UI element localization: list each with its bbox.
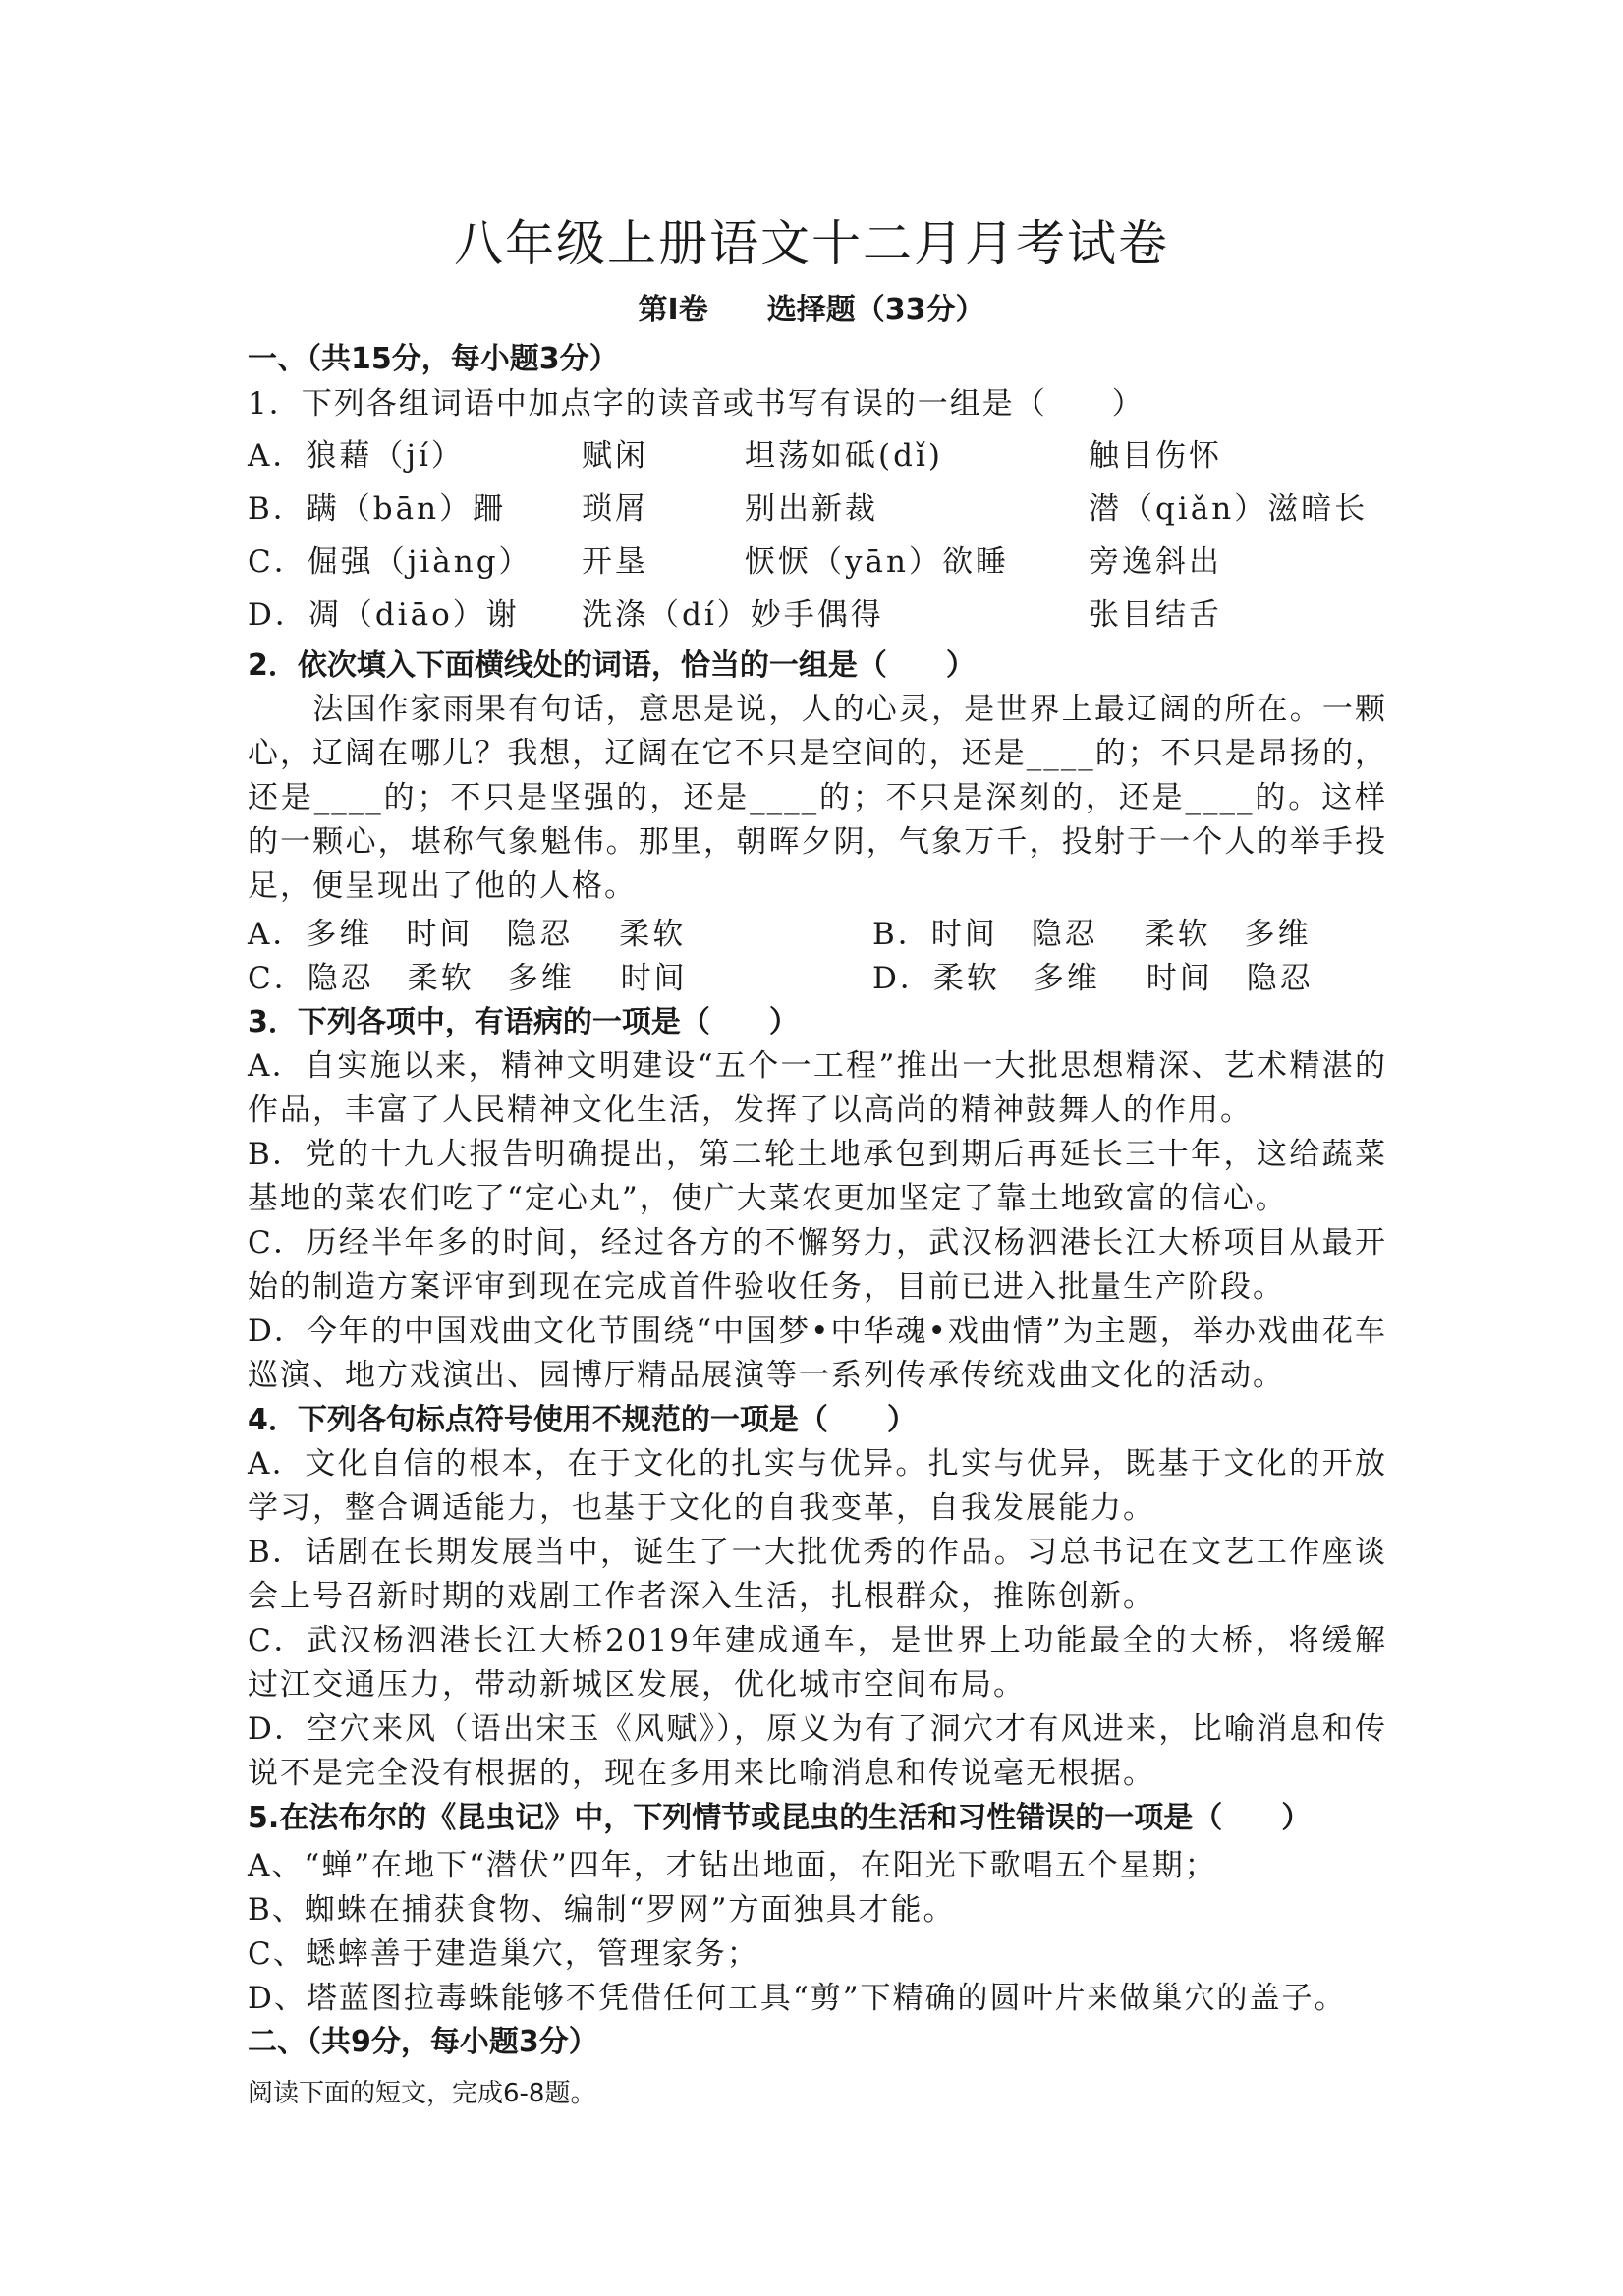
q3-option-a: A．自实施以来，精神文明建设“五个一工程”推出一大批思想精深、艺术精湛的作品，丰富了人民精神文化生活，发挥了以高尚的精神鼓舞人的作用。 (248, 1048, 1387, 1128)
q1-a-word1: A．狼藉（jí） (248, 438, 465, 474)
q4-option-b: B．话剧在长期发展当中，诞生了一大批优秀的作品。习总书记在文艺工作座谈会上号召新时期的戏剧工作者深入生活，扎根群众，推陈创新。 (248, 1535, 1387, 1614)
q1-a-word4: 触目伤怀 (1089, 438, 1222, 474)
q1-b-word1: B．蹒（bān）跚 (248, 491, 507, 527)
q5-option-d: D、塔蓝图拉毒蛛能够不凭借任何工具“剪”下精确的圆叶片来做巢穴的盖子。 (248, 1981, 1347, 2016)
part2-heading: 二、（共9分，每小题3分） (248, 2025, 598, 2059)
section-subtitle (0, 285, 1623, 328)
q1-b-word2: 琐屑 (582, 491, 648, 527)
q5-option-b: B、蜘蛛在捕获食物、编制“罗网”方面独具才能。 (248, 1892, 956, 1928)
q1-c-word4: 旁逸斜出 (1089, 544, 1222, 580)
volume-kind: 选择题（33分） (766, 293, 985, 327)
q4-option-c: C．武汉杨泗港长江大桥2019年建成通车，是世界上功能最全的大桥，将缓解过江交通压力，带动新城区发展，优化城市空间布局。 (248, 1623, 1387, 1703)
q1-c-word2: 开垦 (582, 544, 648, 580)
q1-c-word3: 恹恹（yān）欲睡 (745, 544, 1009, 580)
q1-a-word2: 赋闲 (582, 438, 648, 474)
q1-b-word3: 别出新裁 (745, 491, 878, 527)
q4-option-d: D．空穴来风（语出宋玉《风赋》），原义为有了洞穴才有风进来，比喻消息和传说不是完全没有根据的，现在多用来比喻消息和传说毫无根据。 (248, 1711, 1387, 1791)
q3-option-c: C．历经半年多的时间，经过各方的不懈努力，武汉杨泗港长江大桥项目从最开始的制造方案评审到现在完成首件验收任务，目前已进入批量生产阶段。 (248, 1225, 1387, 1305)
volume-label: 第Ⅰ卷 (638, 293, 708, 327)
q5-option-c: C、蟋蟀善于建造巢穴，管理家务； (248, 1936, 759, 1972)
q1-d-word1: D．凋（diāo）谢 (248, 597, 520, 633)
q4-option-a: A．文化自信的根本，在于文化的扎实与优异。扎实与优异，既基于文化的开放学习，整合调适能力，也基于文化的自我变革，自我发展能力。 (248, 1446, 1387, 1526)
q2-stem: 2．依次填入下面横线处的词语，恰当的一组是（ ） (248, 648, 976, 683)
q3-option-d: D．今年的中国戏曲文化节围绕“中国梦•中华魂•戏曲情”为主题，举办戏曲花车巡演、地方戏演出、园博厅精品展演等一系列传承传统戏曲文化的活动。 (248, 1314, 1387, 1393)
q2-option-c: C．隐忍 柔软 多维 时间 (248, 961, 688, 996)
q2-passage: 法国作家雨果有句话，意思是说，人的心灵，是世界上最辽阔的所在。一颗心，辽阔在哪儿？我想，辽阔在它不只是空间的，还是____的；不只是昂扬的，还是____的；不只是坚强的，还是____的；不只是深刻的，还是____的。这样的一颗心，堪称气象魁伟。那里，朝晖夕阴，气象万千，投射于一个人的举手投足，便呈现出了他的人格。 (248, 692, 1387, 904)
q1-a-word3: 坦荡如砥(dǐ) (745, 438, 943, 474)
part2-instruction: 阅读下面的短文，完成6-8题。 (248, 2079, 596, 2108)
part1-heading: 一、（共15分，每小题3分） (248, 342, 619, 376)
q3-option-b: B．党的十九大报告明确提出，第二轮土地承包到期后再延长三十年，这给蔬菜基地的菜农们吃了“定心丸”，使广大菜农更加坚定了靠土地致富的信心。 (248, 1137, 1387, 1216)
q3-stem: 3．下列各项中，有语病的一项是（ ） (248, 1005, 799, 1039)
page-title: 八年级上册语文十二月月考试卷 (454, 215, 1169, 272)
q1-stem: 1．下列各组词语中加点字的读音或书写有误的一组是（ ） (248, 386, 1145, 421)
q5-stem: 5.在法布尔的《昆虫记》中，下列情节或昆虫的生活和习性错误的一项是（ ） (248, 1801, 1312, 1835)
q1-d-word2: 洗涤（dí）妙手偶得 (582, 597, 884, 633)
q1-d-word4: 张目结舌 (1089, 597, 1222, 633)
q2-option-b: B．时间 隐忍 柔软 多维 (872, 917, 1312, 952)
q1-b-word4: 潜（qiǎn）滋暗长 (1089, 491, 1369, 527)
q2-option-a: A．多维 时间 隐忍 柔软 (248, 917, 687, 952)
q4-stem: 4．下列各句标点符号使用不规范的一项是（ ） (248, 1403, 917, 1437)
q2-option-d: D．柔软 多维 时间 隐忍 (872, 961, 1314, 996)
q5-option-a: A、“蝉”在地下“潜伏”四年，才钻出地面，在阳光下歌唱五个星期； (248, 1848, 1217, 1883)
q1-c-word1: C．倔强（jiàng） (248, 544, 532, 580)
